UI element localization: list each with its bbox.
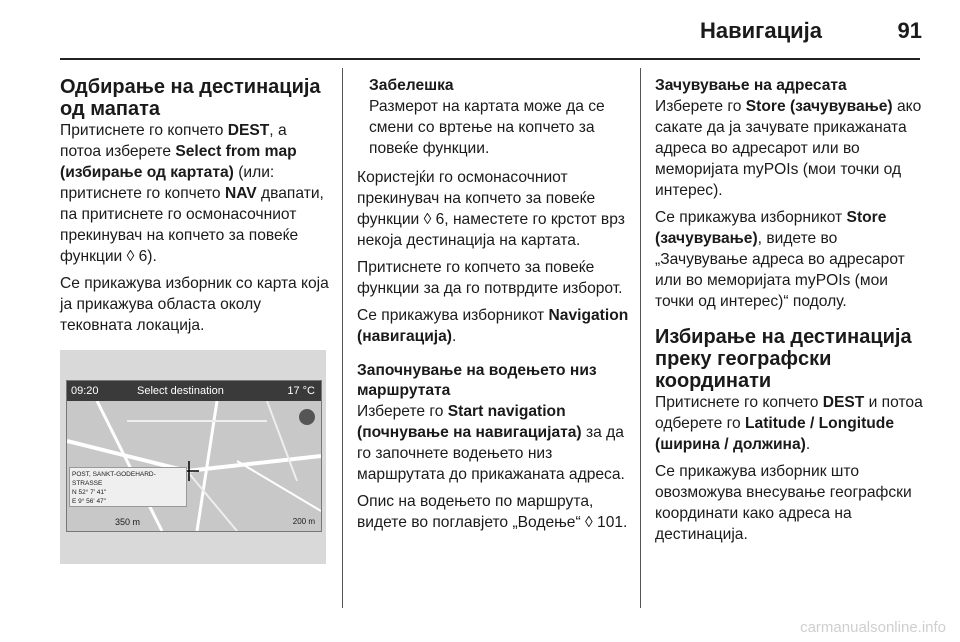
map-scale-right: 200 m	[292, 517, 315, 526]
watermark: carmanualsonline.info	[800, 619, 946, 636]
column-2	[357, 76, 629, 539]
paragraph: Се прикажува изборникот Store (зачувување), видете во „Зачувување адреса во адресарот или во меморијата myPOIs (мои точки од интерес)“ подолу.	[655, 209, 905, 310]
column-3	[655, 76, 930, 551]
note-title: Забелешка	[369, 77, 454, 94]
page-title: Навигација	[700, 18, 822, 43]
note-box	[357, 76, 629, 159]
clock-text: 09:20	[71, 385, 99, 397]
screen-title: Select destination	[137, 385, 224, 397]
paragraph: Се прикажува изборник со карта која ја прикажува областа околу тековната локација.	[60, 275, 329, 334]
section-heading: Зачувување на адресата	[655, 77, 847, 94]
column-divider	[342, 68, 343, 608]
section-heading: Одбирање на дестинација од мапата	[60, 76, 321, 120]
temperature-text: 17 °C	[287, 385, 315, 397]
paragraph: Опис на водењето по маршрута, видете во поглавјето „Водење“ ◊ 101.	[357, 493, 628, 531]
paragraph: Изберете го Start navigation (почнување на навигацијата) за да го започнете водењето низ маршрутата до прикажаната адреса.	[357, 403, 625, 483]
map-view	[67, 401, 321, 531]
status-bar	[67, 381, 321, 401]
section-heading: Избирање на дестинација преку географски координати	[655, 326, 912, 392]
column-1	[60, 76, 332, 564]
paragraph: Изберете го Store (зачувување) ако сакате да ја зачувате прикажаната адреса во адресарот или во меморијата myPOIs (мои точки од интерес).	[655, 98, 922, 199]
paragraph: Се прикажува изборник што овозможува внесување географски координати како адреса на дестинација.	[655, 463, 912, 543]
paragraph: Притиснете го копчето DEST, а потоа изберете Select from map (избирање од картата) (или: притиснете го копчето NAV двапати, па притиснете го осмонасочниот прекинувач на копчето за повеќе функции ◊ 6).	[60, 122, 324, 265]
header-rule	[60, 58, 920, 60]
column-divider	[640, 68, 641, 608]
section-heading: Започнување на водењето низ маршрутата	[357, 362, 597, 399]
address-info-box: POST, SANKT-GODEHARD-STRASSE N 52° 7' 41" E 9° 56' 47"	[69, 467, 187, 507]
page-header	[0, 0, 960, 60]
map-scale-left: 350 m	[115, 517, 141, 527]
nav-display	[66, 380, 322, 532]
paragraph: Користејќи го осмонасочниот прекинувач на копчето за повеќе функции ◊ 6, наместете го крстот врз некоја дестинација на картата.	[357, 169, 625, 249]
paragraph: Притиснете го копчето за повеќе функции за да го потврдите изборот.	[357, 259, 623, 297]
navigation-screen-figure	[60, 350, 326, 564]
note-body: Размерот на картата може да се смени со вртење на копчето за повеќе функции.	[369, 98, 605, 157]
page-number: 91	[897, 18, 922, 43]
paragraph: Притиснете го копчето DEST и потоа одберете го Latitude / Longitude (ширина / должина).	[655, 394, 923, 453]
paragraph: Се прикажува изборникот Navigation (навигација).	[357, 307, 629, 345]
